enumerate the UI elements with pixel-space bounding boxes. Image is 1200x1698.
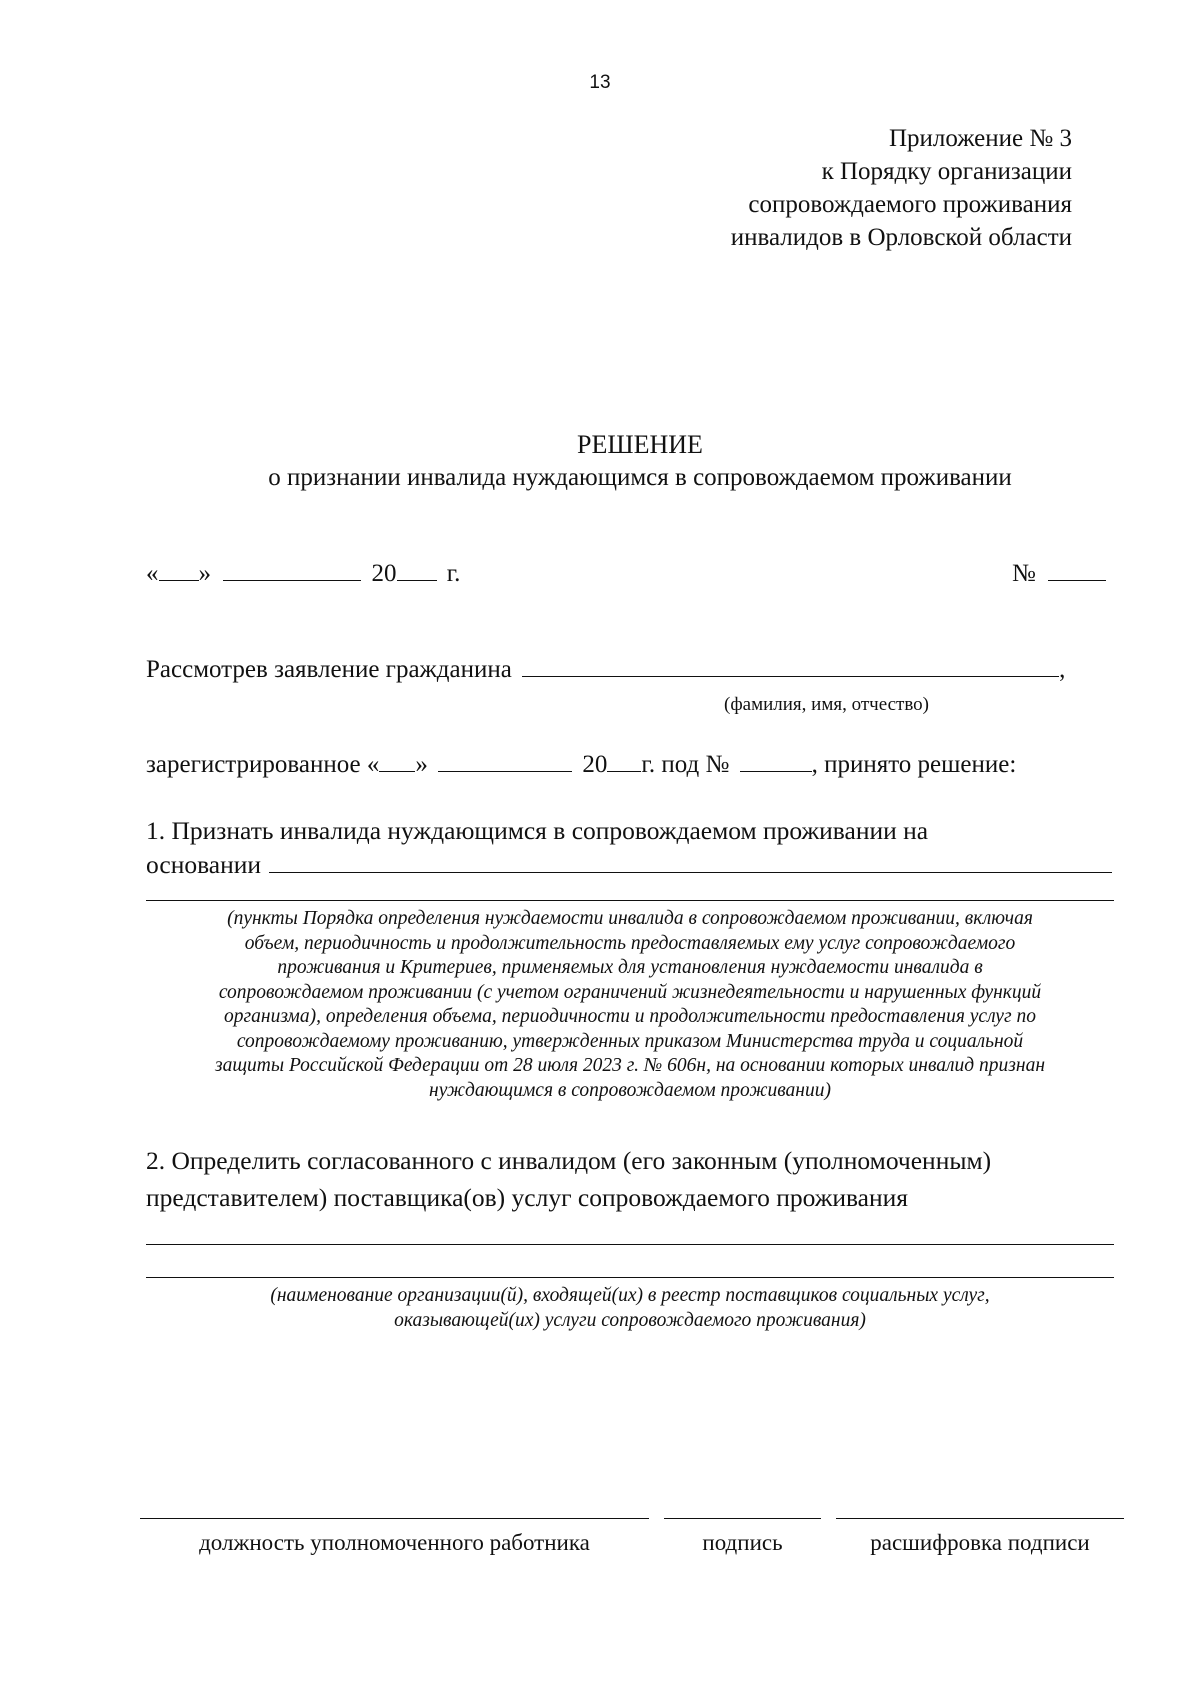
signature-line[interactable]: [664, 1518, 821, 1519]
provider-field-line1[interactable]: [146, 1244, 1114, 1245]
note-line: защиты Российской Федерации от 28 июля 2023 г. № 606н, на основании которых инвалид признан: [214, 1055, 1045, 1076]
day-field[interactable]: [159, 579, 199, 581]
item-2-line1: 2. Определить согласованного с инвалидом (его законным (уполномоченным): [146, 1146, 992, 1175]
basis-field-line2[interactable]: [146, 900, 1114, 901]
year-suffix: г.: [446, 560, 461, 587]
note-line: оказывающей(их) услуги сопровождаемого проживания): [394, 1309, 866, 1331]
note-line: организма), определения объема, периодичности и продолжительности предоставления услуг по: [224, 1006, 1036, 1027]
signature-caption: подпись: [702, 1530, 783, 1555]
item-2-line2: представителем) поставщика(ов) услуг сопровождаемого проживания: [146, 1183, 909, 1212]
note-line: объем, периодичность и продолжительность предоставляемых ему услуг сопровождаемого: [244, 932, 1016, 954]
year-field[interactable]: [397, 579, 437, 581]
reg-day-field[interactable]: [379, 770, 415, 772]
document-title: РЕШЕНИЕ: [577, 430, 703, 459]
close-quote: »: [198, 560, 211, 587]
reg-year-prefix: 20: [582, 751, 608, 778]
note-line: нуждающимся в сопровождаемом проживании): [429, 1079, 831, 1101]
appendix-line: сопровождаемого проживания: [748, 191, 1072, 218]
item-1-line1: 1. Признать инвалида нуждающимся в сопровождаемом проживании на: [146, 816, 929, 845]
reg-year-field[interactable]: [607, 770, 641, 772]
citizen-name-field[interactable]: [522, 675, 1059, 677]
registered-row: [146, 751, 1016, 779]
item-2: [146, 1142, 991, 1216]
position-line[interactable]: [140, 1518, 649, 1519]
reg-year-suffix: г. под №: [641, 751, 730, 778]
registered-suffix: , принято решение:: [811, 751, 1017, 778]
considered-row: [146, 656, 1065, 684]
item-1-line2: основании: [146, 850, 262, 879]
note-line: (наименование организации(й), входящей(их) в реестр поставщиков социальных услуг,: [270, 1285, 990, 1306]
number-label: №: [1012, 560, 1036, 587]
month-field[interactable]: [223, 579, 361, 581]
document-subtitle: о признании инвалида нуждающимся в сопровождаемом проживании: [268, 464, 1012, 491]
decoding-line[interactable]: [836, 1518, 1124, 1519]
page-number: 13: [589, 72, 611, 93]
year-prefix: 20: [371, 560, 397, 587]
number-row: [1012, 560, 1106, 588]
date-row: [146, 560, 460, 588]
comma: ,: [1059, 656, 1066, 683]
note-line: сопровождаемом проживании (с учетом ограничений жизнедеятельности и нарушенных функций: [218, 981, 1042, 1003]
provider-note: [146, 1284, 1114, 1333]
appendix-line: инвалидов в Орловской области: [730, 224, 1072, 251]
name-caption: (фамилия, имя, отчество): [724, 694, 930, 715]
position-caption: должность уполномоченного работника: [199, 1530, 590, 1555]
registered-prefix: зарегистрированное «: [146, 751, 380, 778]
note-line: сопровождаемому проживанию, утвержденных приказом Министерства труда и социальной: [236, 1030, 1024, 1052]
reg-number-field[interactable]: [740, 770, 812, 772]
appendix-line: Приложение № 3: [888, 125, 1072, 152]
basis-note: [146, 907, 1114, 1103]
reg-month-field[interactable]: [438, 770, 572, 772]
reg-close-quote: »: [415, 751, 428, 778]
number-field[interactable]: [1048, 579, 1106, 581]
decoding-caption: расшифровка подписи: [870, 1530, 1090, 1555]
note-line: проживания и Критериев, применяемых для установления нуждаемости инвалида в: [277, 957, 983, 978]
basis-field[interactable]: [269, 871, 1112, 873]
item-1: [146, 814, 1112, 882]
note-line: (пункты Порядка определения нуждаемости инвалида в сопровождаемом проживании, включая: [227, 908, 1033, 929]
appendix-header: [731, 122, 1072, 254]
open-quote: «: [146, 560, 159, 587]
considered-text: Рассмотрев заявление гражданина: [146, 656, 512, 683]
provider-field-line2[interactable]: [146, 1277, 1114, 1278]
appendix-line: к Порядку организации: [821, 158, 1072, 185]
